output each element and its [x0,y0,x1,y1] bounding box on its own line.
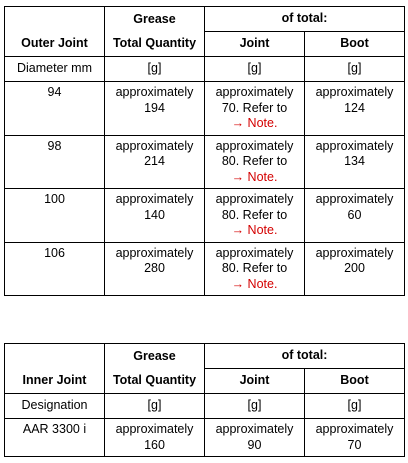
unit-designation: Designation [5,394,105,419]
joint-text: approximately 80. Refer to [215,192,294,222]
note-link[interactable]: Note. [247,276,278,291]
diameter-cell: 98 [5,135,105,189]
table-row [5,242,405,296]
unit-boot: [g] [305,394,405,419]
header-joint: Joint [205,369,305,394]
unit-total: [g] [105,57,205,82]
boot-cell: approximately 70 [305,419,405,457]
joint-text: approximately 80. Refer to [215,245,294,275]
joint-cell: approximately 90 [205,419,305,457]
total-cell: approximately 214 [105,135,205,189]
boot-cell: approximately 200 [305,242,405,296]
units-row [5,394,405,419]
header-of-total: of total: [205,7,405,32]
note-link[interactable]: Note. [247,116,278,130]
boot-cell: approximately 124 [305,82,405,136]
total-cell: approximately 160 [105,419,205,457]
note-link[interactable]: Note. [247,223,278,237]
header-grease: Grease [105,344,205,369]
units-row [5,57,405,82]
total-cell: approximately 140 [105,189,205,243]
arrow-right-icon: → [231,276,245,291]
unit-joint: [g] [205,57,305,82]
unit-boot: [g] [305,57,405,82]
unit-diameter: Diameter mm [5,57,105,82]
header-inner-joint: Inner Joint [5,369,105,394]
joint-text: approximately 70. Refer to [215,85,294,115]
table-row [5,82,405,136]
diameter-cell: 100 [5,189,105,243]
unit-joint: [g] [205,394,305,419]
header-grease: Grease [105,7,205,32]
joint-cell [205,82,305,136]
header-joint: Joint [205,32,305,57]
diameter-cell: 94 [5,82,105,136]
header-total-quantity: Total Quantity [105,32,205,57]
arrow-right-icon: → [231,116,245,130]
table-row [5,135,405,189]
table-row [5,189,405,243]
inner-joint-grease-table [4,343,405,457]
header-of-total: of total: [205,344,405,369]
boot-cell: approximately 134 [305,135,405,189]
diameter-cell: 106 [5,242,105,296]
designation-cell: AAR 3300 i [5,419,105,457]
unit-total: [g] [105,394,205,419]
outer-joint-grease-table [4,6,405,296]
header-blank [5,7,105,32]
note-link[interactable]: Note. [247,169,278,184]
header-outer-joint: Outer Joint [5,32,105,57]
header-blank [5,344,105,369]
joint-cell [205,135,305,189]
boot-cell: approximately 60 [305,189,405,243]
joint-text: approximately 80. Refer to [215,138,294,168]
joint-cell [205,242,305,296]
arrow-right-icon: → [231,223,245,237]
table-row [5,419,405,457]
header-boot: Boot [305,369,405,394]
header-boot: Boot [305,32,405,57]
arrow-right-icon: → [231,169,245,184]
total-cell: approximately 194 [105,82,205,136]
header-total-quantity: Total Quantity [105,369,205,394]
total-cell: approximately 280 [105,242,205,296]
joint-cell [205,189,305,243]
